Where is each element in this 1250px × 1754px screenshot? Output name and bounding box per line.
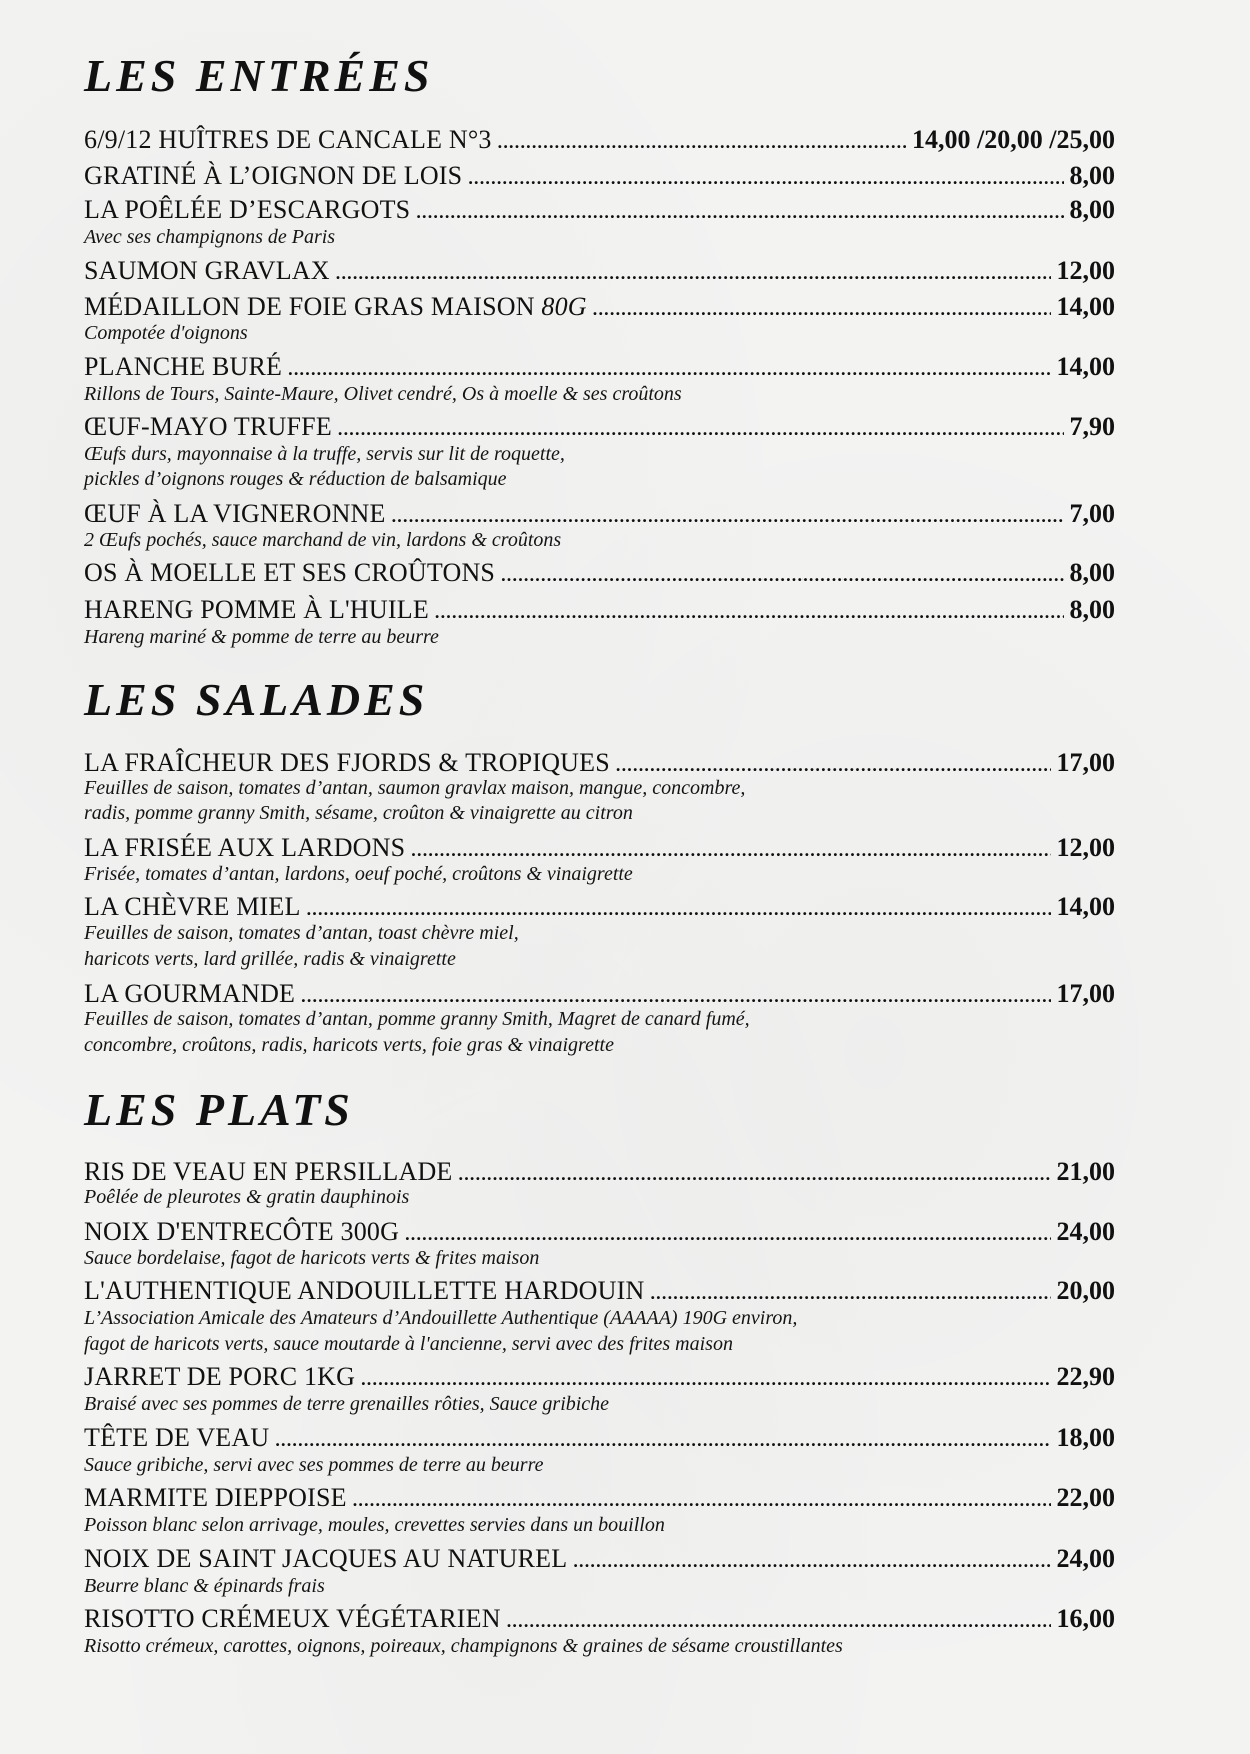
item-description: Poêlée de pleurotes & gratin dauphinois	[84, 1186, 410, 1208]
item-name: L'AUTHENTIQUE ANDOUILLETTE HARDOUIN	[84, 1276, 645, 1305]
dot-leader	[459, 1159, 1051, 1189]
item-price: 24,00	[1056, 1217, 1115, 1246]
menu-item-risotto	[84, 1604, 1115, 1634]
dot-leader	[361, 1364, 1050, 1394]
item-description: haricots verts, lard grillée, radis & vinaigrette	[84, 948, 456, 970]
item-description: fagot de haricots verts, sauce moutarde à l'ancienne, servi avec des frites maison	[84, 1333, 733, 1355]
item-name: MARMITE DIEPPOISE	[84, 1483, 347, 1512]
item-price: 8,00	[1069, 161, 1115, 190]
item-price: 7,00	[1069, 499, 1115, 528]
item-description: Sauce bordelaise, fagot de haricots verts & frites maison	[84, 1247, 540, 1269]
item-description: Beurre blanc & épinards frais	[84, 1575, 325, 1597]
dot-leader	[650, 1278, 1050, 1308]
item-name: SAUMON GRAVLAX	[84, 256, 330, 285]
item-description: Hareng mariné & pomme de terre au beurre	[84, 626, 439, 648]
dot-leader	[593, 294, 1051, 324]
item-description: Sauce gribiche, servi avec ses pommes de terre au beurre	[84, 1454, 544, 1476]
item-name: ŒUF-MAYO TRUFFE	[84, 412, 332, 441]
section-title-plats: LES PLATS	[84, 1084, 354, 1135]
item-name: HARENG POMME À L'HUILE	[84, 595, 429, 624]
item-description: Compotée d'oignons	[84, 322, 248, 344]
menu-item-escargots	[84, 195, 1115, 225]
item-description: Feuilles de saison, tomates d’antan, saumon gravlax maison, mangue, concombre,	[84, 777, 746, 799]
dot-leader	[275, 1425, 1050, 1455]
menu-item-saumon-gravlax	[84, 256, 1115, 286]
menu-item-oeuf-vigneronne	[84, 499, 1115, 529]
menu-item-ris-de-veau	[84, 1157, 1115, 1187]
item-description: Poisson blanc selon arrivage, moules, crevettes servies dans un bouillon	[84, 1514, 665, 1536]
dot-leader	[501, 560, 1063, 590]
item-name: TÊTE DE VEAU	[84, 1423, 270, 1452]
item-name: ŒUF À LA VIGNERONNE	[84, 499, 386, 528]
section-title-salades: LES SALADES	[84, 674, 429, 725]
item-name: GRATINÉ À L’OIGNON DE LOIS	[84, 161, 463, 190]
item-price: 22,90	[1056, 1362, 1115, 1391]
item-name: LA GOURMANDE	[84, 979, 296, 1008]
item-price: 18,00	[1056, 1423, 1115, 1452]
menu-item-hareng	[84, 595, 1115, 625]
item-description: Feuilles de saison, tomates d’antan, toast chèvre miel,	[84, 922, 519, 944]
item-name	[84, 292, 587, 322]
item-price: 17,00	[1056, 979, 1115, 1008]
item-price: 8,00	[1069, 195, 1115, 224]
menu-item-foie-gras	[84, 292, 1115, 322]
item-price: 8,00	[1069, 595, 1115, 624]
dot-leader	[573, 1546, 1050, 1576]
dot-leader	[468, 163, 1063, 193]
item-name: RISOTTO CRÉMEUX VÉGÉTARIEN	[84, 1604, 501, 1633]
item-name: LA FRISÉE AUX LARDONS	[84, 833, 406, 862]
item-price: 8,00	[1069, 558, 1115, 587]
item-description: Risotto crémeux, carottes, oignons, poireaux, champignons & graines de sésame croustillantes	[84, 1635, 843, 1657]
item-name-text: MÉDAILLON DE FOIE GRAS MAISON	[84, 292, 535, 321]
menu-item-planche-bure	[84, 352, 1115, 382]
item-description: Œufs durs, mayonnaise à la truffe, servis sur lit de roquette,	[84, 443, 565, 465]
item-name: LA CHÈVRE MIEL	[84, 892, 301, 921]
item-name: LA POÊLÉE D’ESCARGOTS	[84, 195, 411, 224]
dot-leader	[288, 354, 1050, 384]
item-price: 14,00	[1056, 292, 1115, 321]
item-price: 12,00	[1056, 256, 1115, 285]
menu-item-fraicheur	[84, 748, 1115, 778]
menu-item-huitres	[84, 125, 1115, 155]
item-price: 14,00	[1056, 892, 1115, 921]
item-description: Feuilles de saison, tomates d’antan, pomme granny Smith, Magret de canard fumé,	[84, 1008, 750, 1030]
item-price: 17,00	[1056, 748, 1115, 777]
menu-item-oeuf-mayo	[84, 412, 1115, 442]
dot-leader	[338, 414, 1064, 444]
menu-item-gourmande	[84, 979, 1115, 1009]
dot-leader	[416, 197, 1063, 227]
menu-item-jarret	[84, 1362, 1115, 1392]
item-description: Braisé avec ses pommes de terre grenailles rôties, Sauce gribiche	[84, 1393, 610, 1415]
item-description: Avec ses champignons de Paris	[84, 226, 336, 248]
item-price: 22,00	[1056, 1483, 1115, 1512]
menu-item-os-a-moelle	[84, 558, 1115, 588]
menu-item-chevre-miel	[84, 892, 1115, 922]
item-price: 21,00	[1056, 1157, 1115, 1186]
item-weight: 80G	[541, 292, 587, 321]
item-price: 14,00 /20,00 /25,00	[912, 125, 1115, 154]
dot-leader	[336, 258, 1051, 288]
menu-item-andouillette	[84, 1276, 1115, 1306]
section-title-entrees: LES ENTRÉES	[84, 50, 434, 101]
item-description: 2 Œufs pochés, sauce marchand de vin, lardons & croûtons	[84, 529, 562, 551]
item-name: LA FRAÎCHEUR DES FJORDS & TROPIQUES	[84, 748, 610, 777]
item-name: JARRET DE PORC 1KG	[84, 1362, 356, 1391]
item-price: 12,00	[1056, 833, 1115, 862]
menu-item-gratine	[84, 161, 1115, 191]
item-name: PLANCHE BURÉ	[84, 352, 283, 381]
menu-item-marmite	[84, 1483, 1115, 1513]
item-description: L’Association Amicale des Amateurs d’Andouillette Authentique (AAAAA) 190G environ,	[84, 1307, 798, 1329]
item-description: radis, pomme granny Smith, sésame, croûton & vinaigrette au citron	[84, 802, 633, 824]
dot-leader	[353, 1485, 1051, 1515]
menu-item-entrecote	[84, 1217, 1115, 1247]
item-name: 6/9/12 HUÎTRES DE CANCALE N°3	[84, 125, 492, 154]
item-price: 24,00	[1056, 1544, 1115, 1573]
item-price: 20,00	[1056, 1276, 1115, 1305]
item-name: NOIX DE SAINT JACQUES AU NATUREL	[84, 1544, 568, 1573]
menu-item-frisee	[84, 833, 1115, 863]
dot-leader	[507, 1606, 1051, 1636]
menu-item-tete-de-veau	[84, 1423, 1115, 1453]
dot-leader	[498, 127, 906, 157]
item-price: 14,00	[1056, 352, 1115, 381]
item-description: pickles d’oignons rouges & réduction de balsamique	[84, 468, 507, 490]
dot-leader	[435, 597, 1064, 627]
item-price: 7,90	[1069, 412, 1115, 441]
item-price: 16,00	[1056, 1604, 1115, 1633]
item-name: NOIX D'ENTRECÔTE 300G	[84, 1217, 400, 1246]
item-description: Rillons de Tours, Sainte-Maure, Olivet cendré, Os à moelle & ses croûtons	[84, 383, 682, 405]
item-description: Frisée, tomates d’antan, lardons, oeuf poché, croûtons & vinaigrette	[84, 863, 633, 885]
item-description: concombre, croûtons, radis, haricots verts, foie gras & vinaigrette	[84, 1034, 614, 1056]
item-name: OS À MOELLE ET SES CROÛTONS	[84, 558, 496, 587]
item-name: RIS DE VEAU EN PERSILLADE	[84, 1157, 453, 1186]
menu-item-saint-jacques	[84, 1544, 1115, 1574]
